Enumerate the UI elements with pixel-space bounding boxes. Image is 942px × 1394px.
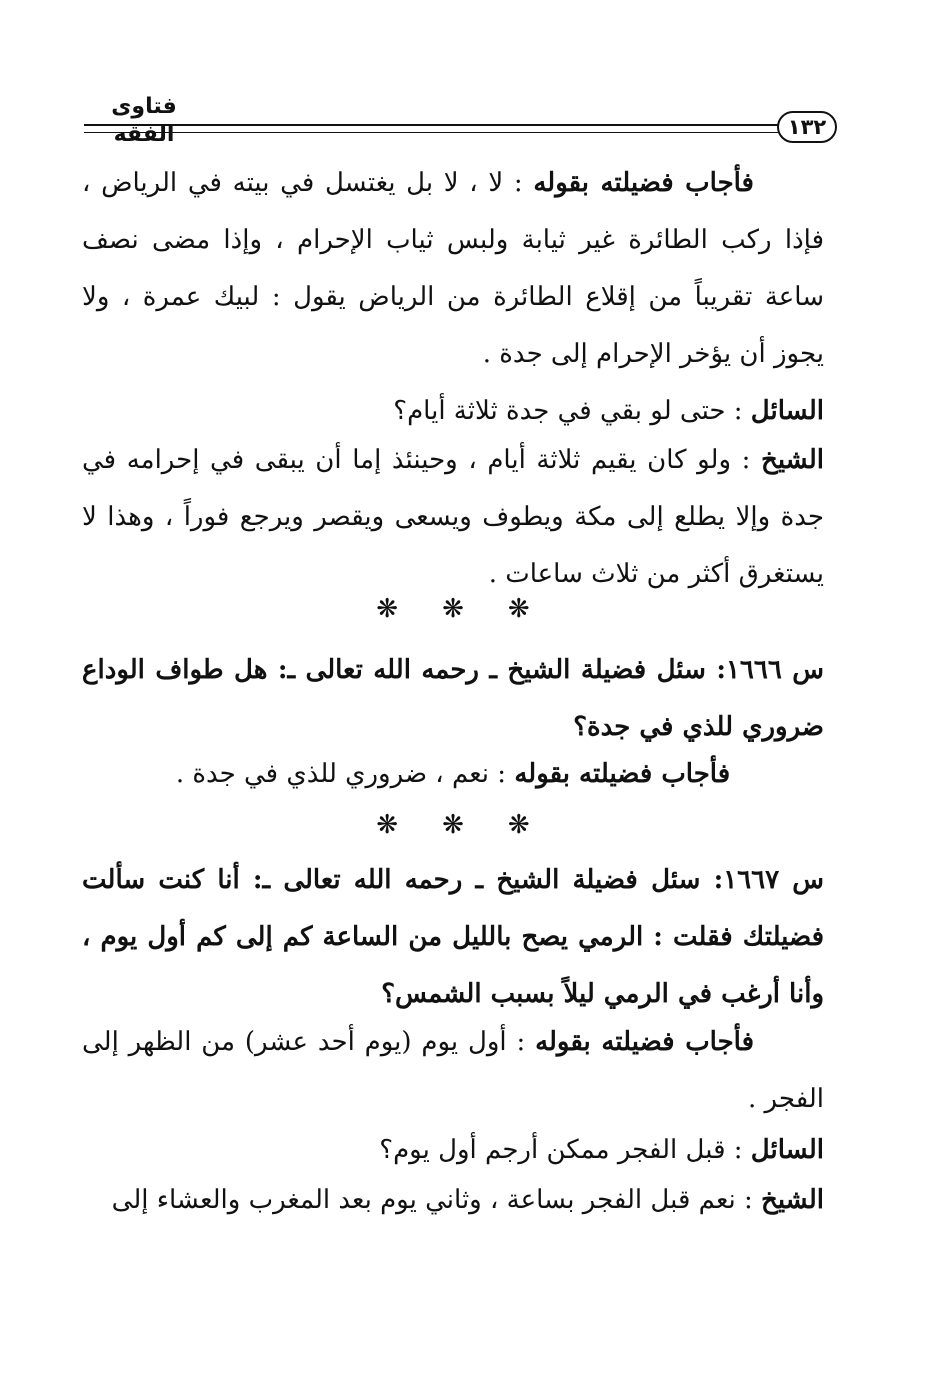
questioner-lead: السائل: [750, 396, 824, 426]
questioner-lead: السائل: [750, 1135, 824, 1165]
header-rule: [84, 124, 778, 133]
questioner-text: : قبل الفجر ممكن أرجم أول يوم؟: [379, 1135, 743, 1165]
sheikh-lead: الشيخ: [761, 1185, 824, 1215]
separator-star: ❋: [442, 810, 464, 840]
answer-lead: فأجاب فضيلته بقوله: [533, 168, 754, 198]
separator-star: ❋: [442, 594, 464, 624]
separator-star: ❋: [507, 810, 530, 840]
questioner-text: : حتى لو بقي في جدة ثلاثة أيام؟: [393, 396, 743, 426]
sheikh-lead: الشيخ: [761, 445, 824, 475]
section-separator-2: [82, 810, 824, 840]
sheikh-text: : ولو كان يقيم ثلاثة أيام ، وحينئذ إما أن يبقى في إحرامه في جدة وإلا يطلع إلى مكة ويطوف ويسعى ويقصر ويرجع فوراً ، وهذا لا يستغرق أكثر من ثلاث ساعات .: [82, 445, 824, 589]
page-number: ١٣٢: [777, 111, 837, 143]
answer-lead: فأجاب فضيلته بقوله: [535, 1027, 755, 1057]
sheikh-paragraph-1: [82, 432, 824, 603]
question-1666: س ١٦٦٦: سئل فضيلة الشيخ ـ رحمه الله تعالى ـ: هل طواف الوداع ضروري للذي في جدة؟: [82, 655, 824, 742]
answer-paragraph-1: [82, 155, 824, 383]
sheikh-paragraph-2: [82, 1172, 824, 1229]
answer-text: : لا ، لا بل يغتسل في بيته في الرياض ، فإذا ركب الطائرة غير ثيابة ولبس ثياب الإحرام ، وإذا مضى نصف ساعة تقريباً من إقلاع الطائرة من الرياض يقول : لبيك عمرة ، ولا يجوز أن يؤخر الإحرام إلى جدة .: [82, 168, 824, 369]
sheikh-text: : نعم قبل الفجر بساعة ، وثاني يوم بعد المغرب والعشاء إلى: [111, 1185, 753, 1215]
running-title: فتاوى الفقه: [111, 94, 177, 147]
separator-star: ❋: [507, 594, 530, 624]
question-1667: س ١٦٦٧: سئل فضيلة الشيخ ـ رحمه الله تعالى ـ: أنا كنت سألت فضيلتك فقلت : الرمي يصح بالليل من الساعة كم إلى كم أول يوم ، وأنا أرغب في الرمي ليلاً بسبب الشمس؟: [82, 865, 824, 1009]
answer-text: : أول يوم (يوم أحد عشر) من الظهر إلى الفجر .: [82, 1027, 824, 1114]
questioner-paragraph-2: [82, 1122, 824, 1179]
answer-text: : نعم ، ضروري للذي في جدة .: [175, 759, 507, 789]
separator-star: ❋: [376, 594, 399, 624]
separator-star: ❋: [376, 810, 399, 840]
answer-lead: فأجاب فضيلته بقوله: [514, 759, 731, 789]
section-separator-1: [82, 594, 824, 624]
answer-1666: [82, 746, 824, 803]
answer-1667: [82, 1014, 824, 1128]
